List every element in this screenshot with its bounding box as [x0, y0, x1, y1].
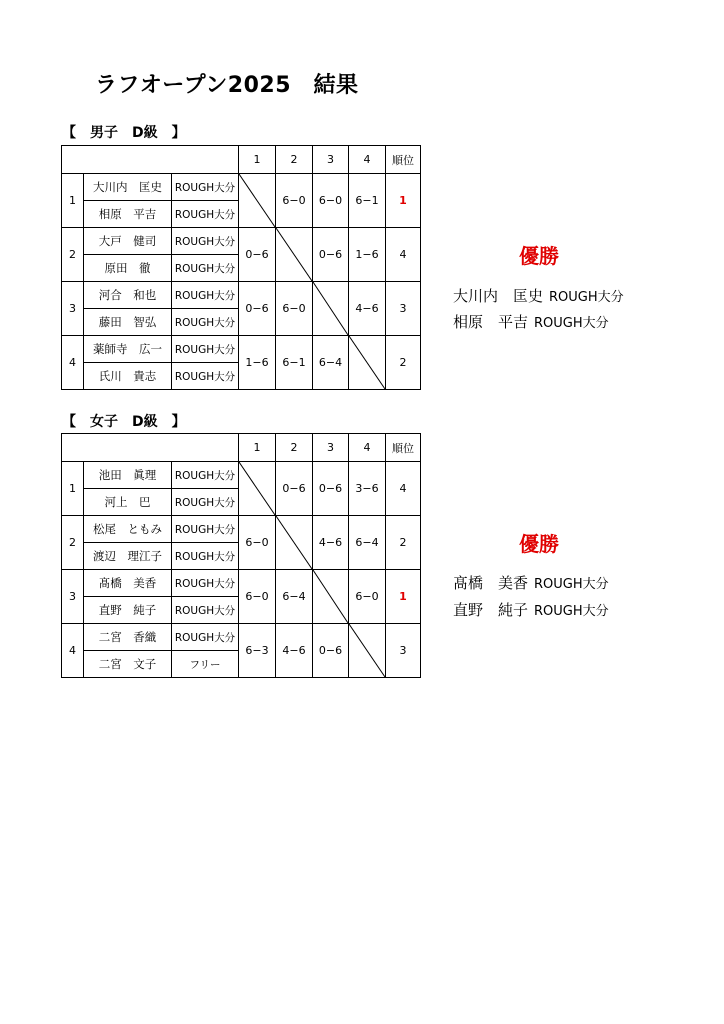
team-number: 2 [62, 228, 84, 282]
champion-name: 直野 純子 [453, 601, 529, 619]
player-name: 河合 和也 [84, 282, 172, 309]
diagonal-cell [313, 570, 349, 624]
player-club: ROUGH大分 [172, 363, 239, 390]
player-club: ROUGH大分 [172, 516, 239, 543]
men-champion-line [453, 311, 609, 332]
champion-name: 髙橋 美香 [453, 574, 529, 592]
rank-cell: 1 [386, 570, 421, 624]
column-header: 順位 [386, 434, 421, 462]
player-name: 河上 巴 [84, 489, 172, 516]
player-club: ROUGH大分 [172, 309, 239, 336]
score-cell: 0−6 [276, 462, 313, 516]
diagonal-cell [239, 174, 276, 228]
table-header-row [62, 434, 421, 462]
column-header: 2 [276, 146, 313, 174]
page-title: ラフオープン2025 結果 [95, 73, 359, 98]
champion-club: ROUGH大分 [534, 577, 609, 592]
table-header-row [62, 146, 421, 174]
player-name: 髙橋 美香 [84, 570, 172, 597]
score-cell: 6−0 [349, 570, 386, 624]
table-row [62, 516, 421, 543]
player-club: ROUGH大分 [172, 543, 239, 570]
score-cell: 6−4 [276, 570, 313, 624]
men-champion-line [453, 285, 624, 306]
player-name: 相原 平吉 [84, 201, 172, 228]
rank-cell: 4 [386, 228, 421, 282]
header-blank-cell [62, 146, 239, 174]
column-header: 4 [349, 146, 386, 174]
rank-cell: 2 [386, 336, 421, 390]
column-header: 3 [313, 434, 349, 462]
table-row [62, 624, 421, 651]
team-number: 3 [62, 570, 84, 624]
score-cell: 6−0 [239, 570, 276, 624]
diagonal-cell [276, 228, 313, 282]
player-club: ROUGH大分 [172, 228, 239, 255]
team-number: 1 [62, 174, 84, 228]
champion-name: 相原 平吉 [453, 313, 529, 331]
table-row [62, 570, 421, 597]
player-club: ROUGH大分 [172, 201, 239, 228]
column-header: 1 [239, 146, 276, 174]
rank-cell: 3 [386, 282, 421, 336]
women-section-heading: 【 女子 D級 】 [62, 414, 186, 430]
diagonal-cell [276, 516, 313, 570]
player-club: ROUGH大分 [172, 174, 239, 201]
score-cell: 0−6 [239, 282, 276, 336]
champion-club: ROUGH大分 [549, 290, 624, 305]
men-section-heading: 【 男子 D級 】 [62, 125, 186, 141]
women-champion-line [453, 599, 609, 620]
header-blank-cell [62, 434, 239, 462]
player-club: ROUGH大分 [172, 282, 239, 309]
score-cell: 6−0 [313, 174, 349, 228]
team-number: 3 [62, 282, 84, 336]
table-row [62, 228, 421, 255]
column-header: 順位 [386, 146, 421, 174]
women-champion-label: 優勝 [519, 532, 559, 556]
score-cell: 1−6 [239, 336, 276, 390]
score-cell: 6−4 [313, 336, 349, 390]
player-name: 氏川 貴志 [84, 363, 172, 390]
player-club: ROUGH大分 [172, 255, 239, 282]
women-results-table [61, 433, 421, 678]
score-cell: 4−6 [349, 282, 386, 336]
table-row [62, 462, 421, 489]
diagonal-cell [349, 624, 386, 678]
score-cell: 6−3 [239, 624, 276, 678]
champion-club: ROUGH大分 [534, 604, 609, 619]
score-cell: 6−0 [239, 516, 276, 570]
score-cell: 0−6 [313, 624, 349, 678]
player-name: 二宮 文子 [84, 651, 172, 678]
women-champion-line [453, 572, 609, 593]
player-club: ROUGH大分 [172, 462, 239, 489]
team-number: 4 [62, 624, 84, 678]
score-cell: 6−0 [276, 174, 313, 228]
score-cell: 4−6 [313, 516, 349, 570]
player-name: 薬師寺 広一 [84, 336, 172, 363]
score-cell: 6−1 [276, 336, 313, 390]
player-name: 二宮 香織 [84, 624, 172, 651]
player-club: ROUGH大分 [172, 336, 239, 363]
player-name: 渡辺 理江子 [84, 543, 172, 570]
column-header: 2 [276, 434, 313, 462]
column-header: 1 [239, 434, 276, 462]
team-number: 2 [62, 516, 84, 570]
score-cell: 6−0 [276, 282, 313, 336]
score-cell: 0−6 [313, 228, 349, 282]
diagonal-cell [239, 462, 276, 516]
rank-cell: 3 [386, 624, 421, 678]
score-cell: 1−6 [349, 228, 386, 282]
player-club: ROUGH大分 [172, 597, 239, 624]
score-cell: 0−6 [239, 228, 276, 282]
player-name: 直野 純子 [84, 597, 172, 624]
player-club: フリー [172, 651, 239, 678]
rank-cell: 1 [386, 174, 421, 228]
team-number: 4 [62, 336, 84, 390]
champion-name: 大川内 匡史 [453, 287, 544, 305]
rank-cell: 4 [386, 462, 421, 516]
men-results-table [61, 145, 421, 390]
player-name: 原田 徹 [84, 255, 172, 282]
player-name: 大川内 匡史 [84, 174, 172, 201]
player-name: 池田 眞理 [84, 462, 172, 489]
player-name: 藤田 智弘 [84, 309, 172, 336]
score-cell: 3−6 [349, 462, 386, 516]
diagonal-cell [349, 336, 386, 390]
team-number: 1 [62, 462, 84, 516]
player-name: 大戸 健司 [84, 228, 172, 255]
score-cell: 6−4 [349, 516, 386, 570]
player-club: ROUGH大分 [172, 624, 239, 651]
column-header: 3 [313, 146, 349, 174]
player-club: ROUGH大分 [172, 489, 239, 516]
score-cell: 0−6 [313, 462, 349, 516]
column-header: 4 [349, 434, 386, 462]
diagonal-cell [313, 282, 349, 336]
table-row [62, 336, 421, 363]
rank-cell: 2 [386, 516, 421, 570]
player-name: 松尾 ともみ [84, 516, 172, 543]
table-row [62, 174, 421, 201]
score-cell: 4−6 [276, 624, 313, 678]
men-champion-label: 優勝 [519, 244, 559, 268]
score-cell: 6−1 [349, 174, 386, 228]
table-row [62, 282, 421, 309]
player-club: ROUGH大分 [172, 570, 239, 597]
champion-club: ROUGH大分 [534, 316, 609, 331]
